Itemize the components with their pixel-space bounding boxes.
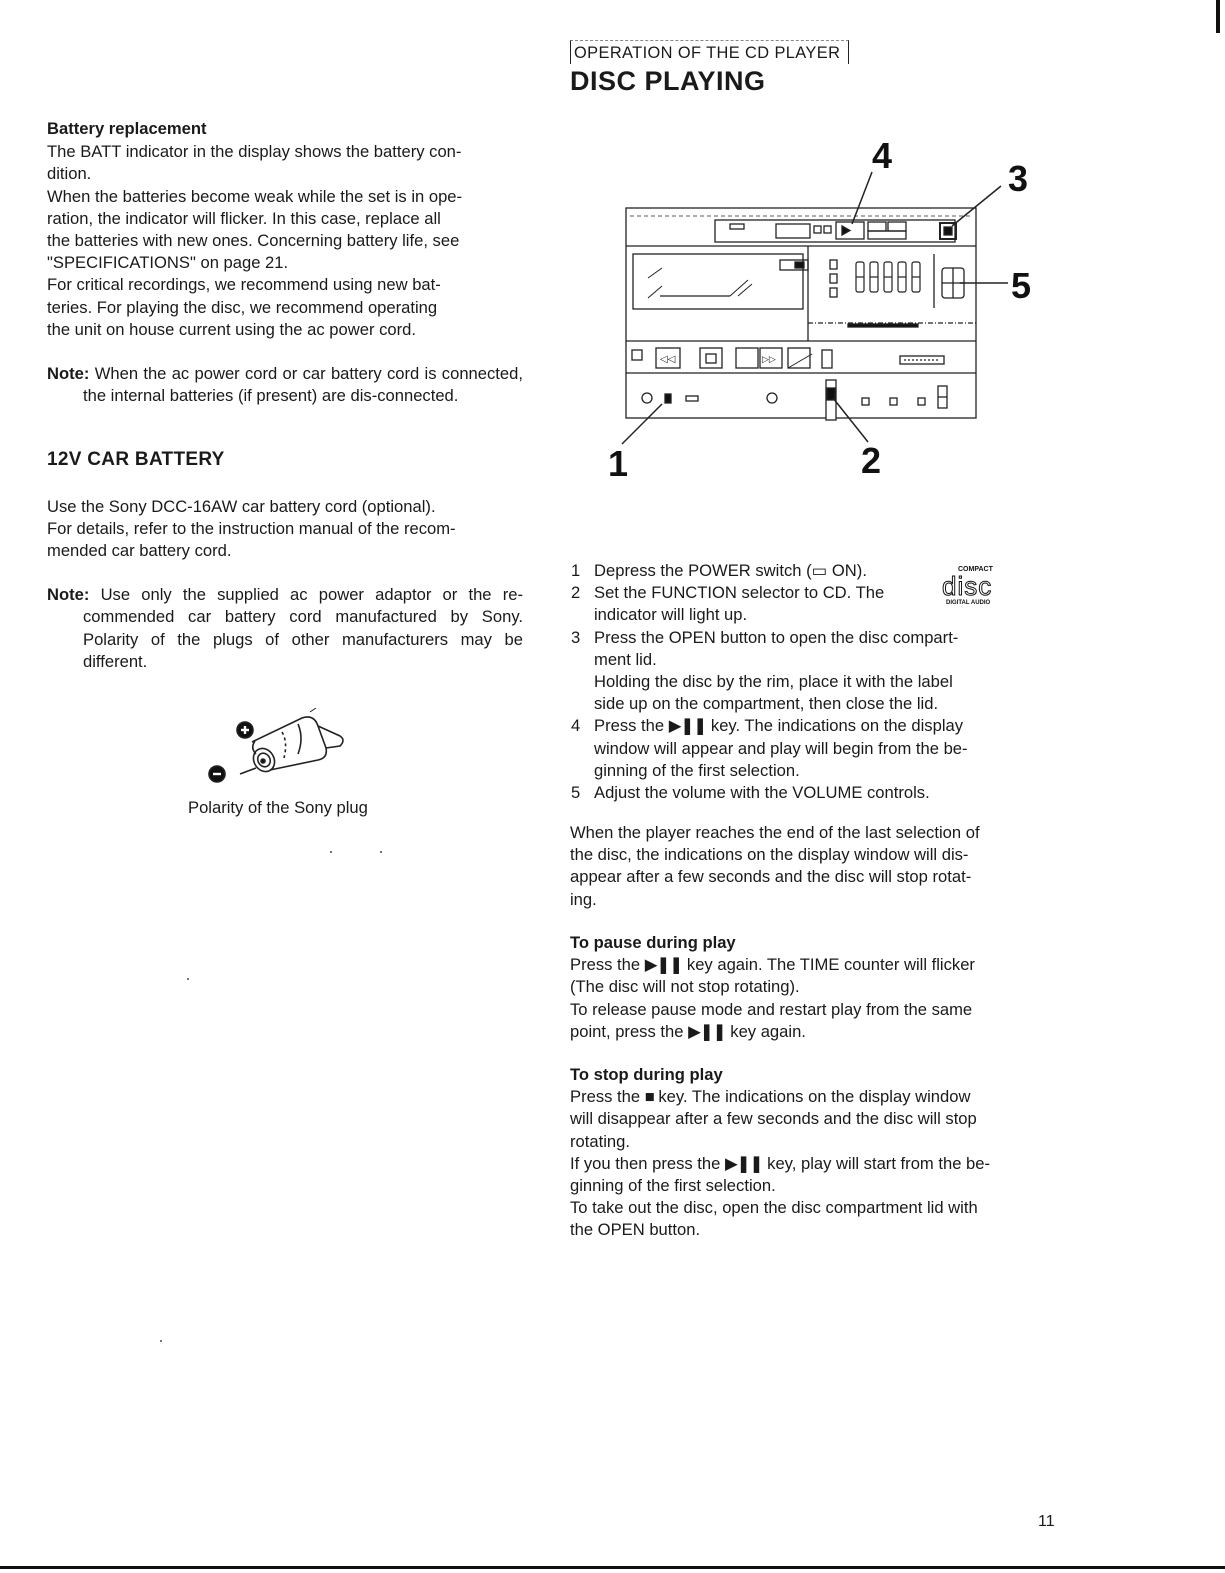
car-line: Use the Sony DCC-16AW car battery cord (optional). [47,496,436,516]
battery-line: dition. [47,164,92,184]
step-line [594,715,1048,737]
line-text: Press the [570,955,645,975]
scan-edge-mark [1216,0,1220,33]
page-title: DISC PLAYING [570,66,766,96]
plug-caption: Polarity of the Sony plug [188,798,368,817]
step-line: window will appear and play will begin from the be- [594,738,968,758]
line-text: key again. [725,1021,806,1041]
step-text: key. The indications on the display [706,716,964,736]
callout-5: 5 [1011,265,1032,306]
steps-block [570,560,1048,804]
logo-top-text: COMPACT [958,566,993,573]
page-number: 11 [1038,1513,1055,1530]
step-line: ment lid. [594,649,657,669]
battery-line: the batteries with new ones. Concerning battery life, see [47,231,460,251]
paragraph-line [570,1021,1048,1043]
logo-bottom-text: DIGITAL AUDIO [946,600,991,606]
step-3 [570,627,1048,716]
step-line: Holding the disc by the rim, place it with the label [594,672,953,692]
logo-mid-text: disc [942,571,993,601]
paragraph-line: When the player reaches the end of the last selection of [570,823,980,842]
cd-player-diagram [600,128,1060,483]
battery-line: ration, the indicator will flicker. In this case, replace all [47,208,441,228]
battery-paragraph [47,141,523,341]
section-tag: OPERATION OF THE CD PLAYER [570,40,849,64]
line-text: key again. The TIME counter will flicker [682,955,975,975]
callout-2: 2 [861,440,882,481]
step-line: ginning of the first selection. [594,760,800,780]
right-column [570,40,1048,97]
paragraph-line: rotating. [570,1131,630,1151]
step-line: side up on the compartment, then close the lid. [594,694,939,714]
stop-section [570,1064,1048,1242]
play-pause-key-icon: ▶❚❚ [644,955,683,975]
svg-text:◁◁: ◁◁ [660,354,676,365]
bottom-rule [0,1566,1225,1569]
paragraph-line: appear after a few seconds and the disc will stop rotat- [570,867,972,887]
scan-speck [160,1340,162,1342]
car-battery-heading: 12V CAR BATTERY [47,449,225,471]
scan-speck [330,851,332,853]
paragraph-line: the disc, the indications on the display window will dis- [570,845,969,865]
line-text: key, play will start from the be- [762,1153,991,1173]
line-text: Press the [570,1087,645,1107]
step-number: 3 [571,627,581,647]
note-internal-batteries [47,363,523,407]
battery-line: the unit on house current using the ac power cord. [47,319,416,339]
note-label: Note: [47,364,90,384]
step-2 [570,582,1048,626]
note-power-adaptor [47,584,523,673]
step-line: Press the OPEN button to open the disc compart- [594,627,959,647]
paragraph-line: will disappear after a few seconds and the disc will stop [570,1109,977,1129]
play-pause-key-icon: ▶❚❚ [688,1021,726,1041]
paragraph-line: To take out the disc, open the disc compartment lid with [570,1198,978,1218]
scan-speck [187,978,189,980]
step-1 [570,560,1048,582]
step-line: indicator will light up. [594,605,748,625]
steps-list [570,560,1048,804]
step-4 [570,715,1048,782]
paragraph-line: To release pause mode and restart play from the same [570,999,973,1019]
left-column [47,118,523,673]
play-pause-key-icon: ▶❚❚ [668,716,707,736]
note-text: When the ac power cord or car battery cord is connected, the internal batteries (if present) are dis-connected. [83,364,523,406]
stop-key-icon: ■ [644,1087,654,1107]
callout-4: 4 [872,135,893,176]
scan-speck [380,851,382,853]
battery-line: "SPECIFICATIONS" on page 21. [47,253,289,273]
step-number: 2 [571,583,581,603]
pause-section [570,932,1048,1043]
callout-1: 1 [608,443,629,483]
paragraph-line: (The disc will not stop rotating). [570,977,800,997]
step-line: Depress the POWER switch (▭ ON). [594,561,867,580]
play-pause-key-icon: ▶❚❚ [724,1153,763,1173]
car-line: mended car battery cord. [47,541,232,561]
battery-heading: Battery replacement [47,119,207,138]
end-of-disc-paragraph [570,822,1048,911]
pause-heading: To pause during play [570,933,736,952]
svg-text:▷▷: ▷▷ [762,355,776,365]
battery-line: The BATT indicator in the display shows the battery con- [47,142,462,162]
plug-illustration [200,708,350,788]
paragraph-line [570,1153,1048,1175]
stop-heading: To stop during play [570,1065,723,1084]
step-number: 1 [571,561,581,580]
callout-3: 3 [1008,158,1029,199]
paragraph-line: ginning of the first selection. [570,1176,776,1196]
step-number: 4 [571,716,581,736]
battery-line: teries. For playing the disc, we recommend operating [47,297,438,317]
paragraph-line [570,954,1048,976]
battery-line: For critical recordings, we recommend using new bat- [47,275,441,295]
battery-line: When the batteries become weak while the set is in ope- [47,186,463,206]
line-text: If you then press the [570,1153,725,1173]
step-5 [570,782,1048,804]
line-text: point, press the [570,1021,689,1041]
step-number: 5 [571,783,581,803]
line-text: key. The indications on the display window [653,1087,971,1107]
step-line: Set the FUNCTION selector to CD. The [594,583,885,603]
paragraph-line: ing. [570,889,597,909]
note-text: Use only the supplied ac power adaptor or the re-commended car battery cord manufactured by Sony. Polarity of the plugs of other manufacturers may be different. [83,585,523,671]
note-label: Note: [47,585,90,605]
car-line: For details, refer to the instruction manual of the recom- [47,518,456,538]
step-line: Adjust the volume with the VOLUME controls. [594,783,930,803]
paragraph-line [570,1086,1048,1108]
car-battery-paragraph [47,496,523,563]
step-text: Press the [594,716,669,736]
paragraph-line: the OPEN button. [570,1220,701,1240]
